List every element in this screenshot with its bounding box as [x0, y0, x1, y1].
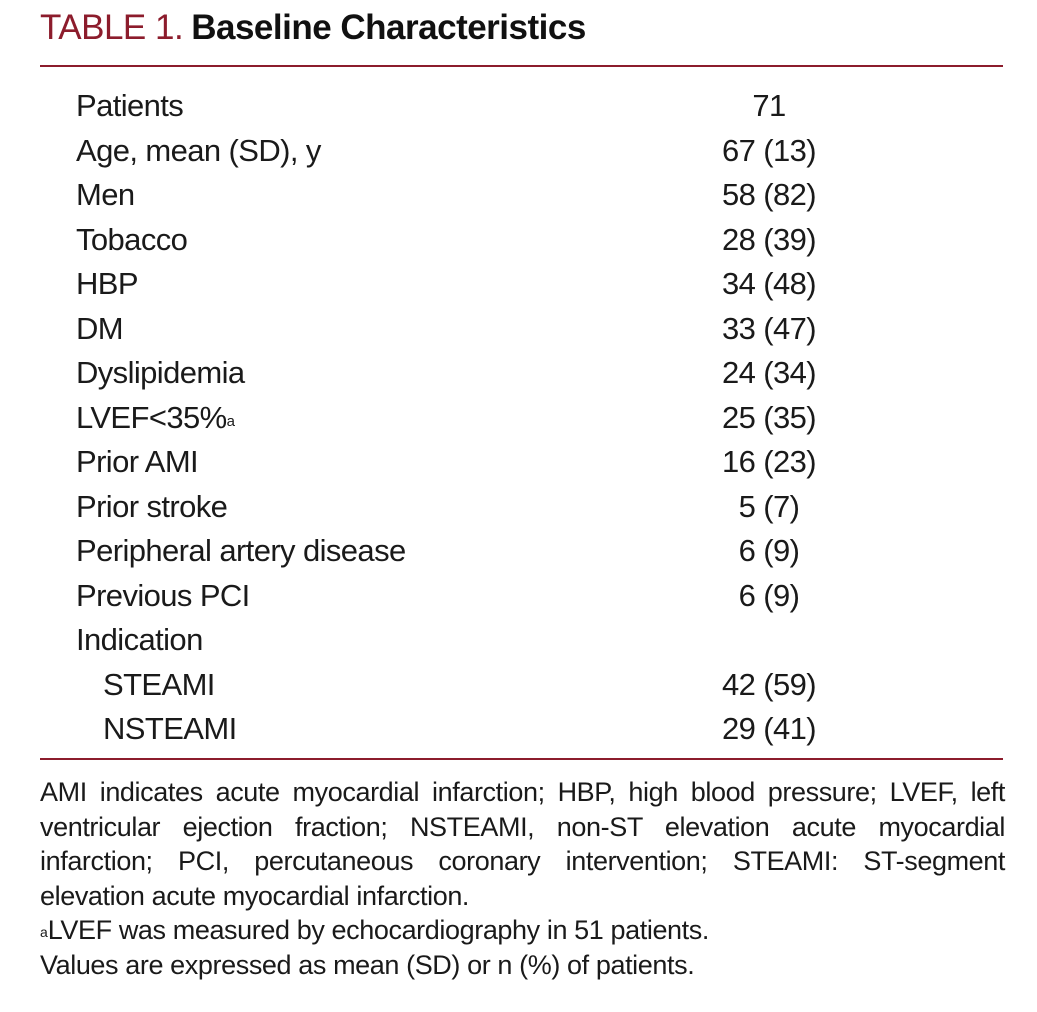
bottom-rule	[40, 758, 1003, 760]
row-label: Patients	[76, 88, 184, 123]
top-rule	[40, 65, 1003, 67]
row-label: Dyslipidemia	[76, 355, 245, 390]
footnote-mark: a	[40, 924, 48, 940]
table-row	[0, 485, 1037, 530]
table-row	[0, 396, 1037, 441]
row-value: 28 (39)	[721, 221, 817, 257]
row-value: 42 (59)	[721, 666, 817, 702]
table-row	[0, 173, 1037, 218]
row-label: Peripheral artery disease	[76, 533, 406, 568]
table-row	[0, 218, 1037, 263]
row-label: STEAMI	[103, 666, 215, 702]
row-value: 34 (48)	[721, 266, 817, 301]
row-value: 16 (23)	[721, 444, 817, 479]
table-row	[0, 84, 1037, 129]
section-label: Indication	[76, 622, 203, 657]
characteristics-table	[0, 84, 1037, 752]
row-value: 25 (35)	[721, 399, 817, 435]
table-subrow	[0, 707, 1037, 752]
table-section-row	[0, 618, 1037, 663]
row-label: Men	[76, 177, 135, 212]
table-row	[0, 351, 1037, 396]
row-label: Age, mean (SD), y	[76, 132, 321, 168]
row-label: LVEF<35%	[76, 399, 227, 435]
row-value: 33 (47)	[721, 310, 817, 346]
abbreviations-note: AMI indicates acute myocardial infarction; HBP, high blood pressure; LVEF, left ventricular ejection fraction; NSTEAMI, non-ST elevation acute myocardial infarction; PCI, percutaneous coronary intervention; STEAMI: ST-segment elevation acute myocardial infarction.	[40, 777, 1005, 911]
table-subrow	[0, 663, 1037, 708]
row-label: Tobacco	[76, 221, 188, 257]
row-label: Previous PCI	[76, 577, 250, 613]
row-value: 6 (9)	[738, 533, 800, 568]
row-value: 29 (41)	[721, 711, 817, 746]
row-value: 67 (13)	[721, 132, 817, 168]
table-row	[0, 529, 1037, 574]
table-row	[0, 574, 1037, 619]
footnote-a	[40, 913, 1005, 948]
table-label: TABLE 1.	[40, 8, 184, 47]
table-row	[0, 262, 1037, 307]
row-value: 58 (82)	[721, 177, 817, 212]
footnote-mark: a	[226, 412, 235, 430]
table-name: Baseline Characteristics	[191, 8, 586, 47]
footnote-text: LVEF was measured by echocardiography in 51 patients.	[47, 915, 709, 945]
row-label: Prior stroke	[76, 488, 228, 524]
row-label: NSTEAMI	[103, 711, 237, 746]
table-title	[40, 8, 586, 48]
values-note: Values are expressed as mean (SD) or n (%) of patients.	[40, 949, 695, 980]
table-row	[0, 307, 1037, 352]
row-value: 5 (7)	[738, 488, 800, 524]
row-label-with-footnote	[76, 396, 235, 440]
row-label: DM	[76, 310, 124, 346]
row-label: Prior AMI	[76, 444, 199, 479]
row-value: 24 (34)	[721, 355, 817, 390]
table-row	[0, 440, 1037, 485]
row-label: HBP	[76, 266, 138, 301]
row-value: 6 (9)	[738, 577, 800, 613]
row-value: 71	[752, 88, 786, 123]
table-row	[0, 129, 1037, 174]
table-notes	[40, 775, 1005, 982]
